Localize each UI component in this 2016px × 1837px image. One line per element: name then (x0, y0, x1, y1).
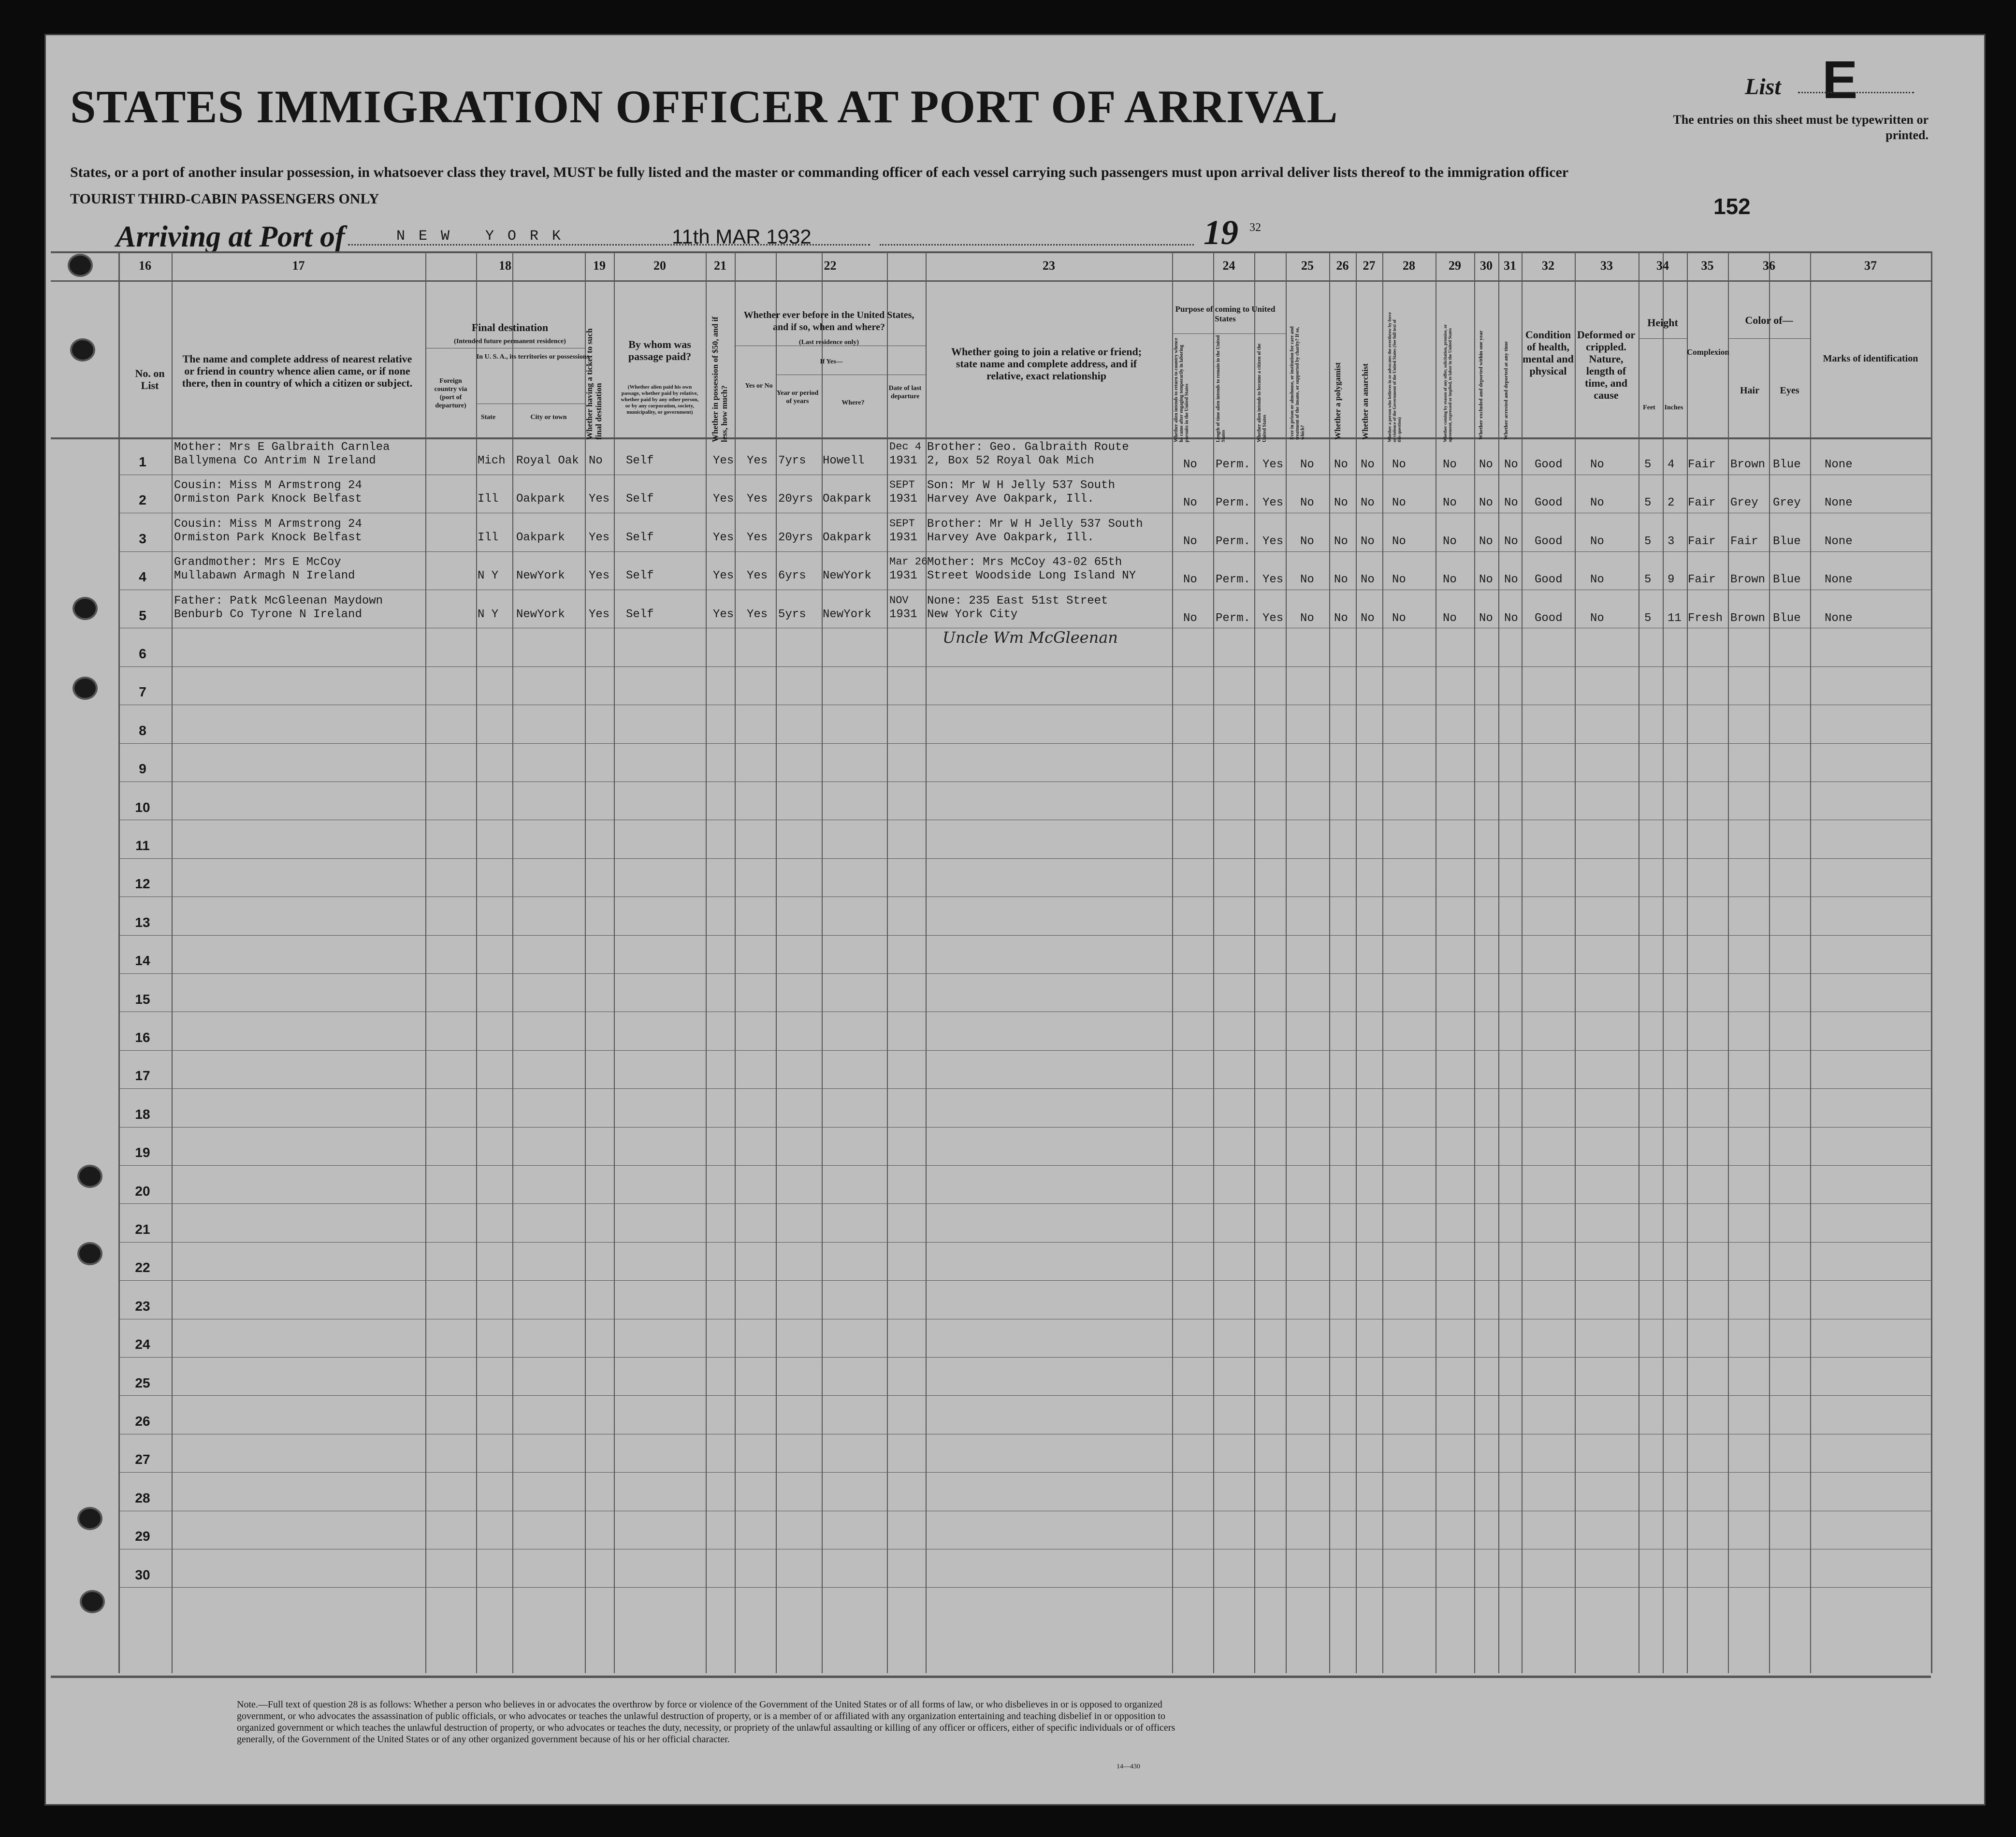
destination-state: Ill (478, 492, 499, 506)
col22-note: (Last residence only) (798, 339, 859, 346)
col31-header: Whether arrested and deported at any time (1503, 341, 1509, 440)
col18-note: (Intended future permanent residence) (454, 338, 566, 345)
hair-color: Brown (1730, 611, 1766, 625)
header-instructions: States, or a port of another insular possession, in whatsoever class they travel, MUST be fully listed and the master or commanding officer of each vessel carrying such passengers must upon arrival deliver lists thereof to the immigration officer (70, 164, 1569, 180)
identification-marks: None (1825, 496, 1853, 510)
destination-state: Ill (478, 531, 499, 544)
arrival-date-stamp: 11th MAR 1932 (672, 225, 812, 248)
col22-yesno-header: Yes or No (745, 382, 773, 390)
nearest-relative-name: Cousin: Miss M Armstrong 24 (174, 479, 362, 492)
arrested-deported: No (1504, 611, 1518, 625)
col30-header: Whether excluded and deported within one year (1478, 330, 1484, 440)
arrested-deported: No (1504, 458, 1518, 471)
years-in-us: 5yrs (778, 608, 806, 621)
height-inches: 9 (1668, 573, 1675, 587)
polygamist: No (1334, 611, 1348, 625)
row-number: 15 (135, 991, 150, 1007)
column-number: 16 (139, 259, 151, 273)
passage-paid-by: Self (626, 492, 654, 506)
nearest-relative-name: Father: Patk McGleenan Maydown (174, 594, 383, 608)
citizenship-intent: Yes (1262, 611, 1284, 625)
previously-in-us: Yes (747, 492, 768, 506)
column-number: 20 (653, 259, 666, 273)
health-condition: Good (1535, 611, 1563, 625)
col34-feet-header: Feet (1643, 404, 1655, 411)
passage-paid-by: Self (626, 569, 654, 583)
row-number: 13 (135, 914, 150, 930)
passage-paid-by: Self (626, 454, 654, 467)
passage-paid-by: Self (626, 608, 654, 621)
handwritten-uncle-note: Uncle Wm McGleenan (943, 628, 1118, 647)
length-of-stay: Perm. (1216, 458, 1251, 471)
destination-state: Mich (478, 454, 506, 467)
joining-relative-name: Mother: Mrs McCoy 43-02 65th (927, 556, 1122, 569)
arrested-deported: No (1504, 573, 1518, 587)
year-prefix: 19 (1204, 213, 1238, 252)
sheet-number: 152 (1713, 194, 1751, 219)
col23-header: Whether going to join a relative or friend; state name and complete address, and if relative, exact relationship (951, 346, 1142, 382)
citizenship-intent: Yes (1262, 535, 1284, 548)
col22-year-header: Year or period of years (776, 390, 819, 405)
polygamist: No (1334, 496, 1348, 510)
column-number: 28 (1403, 259, 1415, 273)
col24b-header: Length of time alien intends to remain in the United States (1216, 335, 1226, 442)
col25-header: Ever in prison or almshouse, or institution for care and treatment of the insane, or supported by charity? If so, which? (1290, 326, 1305, 440)
labor-offer: No (1443, 496, 1457, 510)
col32-header: Condition of health, mental and physical (1523, 329, 1574, 377)
col27-header: Whether an anarchist (1361, 363, 1370, 440)
column-number: 30 (1480, 259, 1493, 273)
col18-foreign-header: Foreign country via (port of departure) (434, 377, 467, 409)
col33-header: Deformed or crippled. Nature, length of time, and cause (1577, 329, 1636, 401)
row-number: 25 (135, 1375, 150, 1390)
row-number: 9 (139, 761, 146, 777)
row-number: 27 (135, 1452, 150, 1467)
manifest-sheet (44, 34, 1986, 1806)
joining-relative-address: Harvey Ave Oakpark, Ill. (927, 492, 1094, 506)
col37-header: Marks of identification (1823, 353, 1918, 364)
hair-color: Fair (1730, 535, 1758, 548)
return-intent: No (1183, 573, 1197, 587)
column-number: 31 (1504, 259, 1516, 273)
nearest-relative-name: Grandmother: Mrs E McCoy (174, 556, 341, 569)
row-number: 17 (135, 1068, 150, 1084)
year-suffix: 32 (1249, 221, 1261, 234)
binder-hole (77, 1165, 102, 1188)
citizenship-intent: Yes (1262, 573, 1284, 587)
complexion: Fair (1688, 458, 1716, 471)
joining-relative-address: 2, Box 52 Royal Oak Mich (927, 454, 1094, 467)
row-number: 3 (139, 531, 146, 546)
nearest-relative-address: Ballymena Co Antrim N Ireland (174, 454, 376, 467)
deformed-crippled: No (1590, 496, 1604, 510)
joining-relative-name: None: 235 East 51st Street (927, 594, 1108, 608)
citizenship-intent: Yes (1262, 458, 1284, 471)
years-in-us: 20yrs (778, 492, 813, 506)
joining-relative-address: Harvey Ave Oakpark, Ill. (927, 531, 1094, 544)
labor-offer: No (1443, 458, 1457, 471)
last-departure-year: 1931 (889, 454, 917, 467)
col28-header: Whether a person who believes in or advocates the overthrow by force or violence of the Government of the United States (See full text of this question) (1387, 312, 1402, 442)
length-of-stay: Perm. (1216, 535, 1251, 548)
excluded-deported: No (1479, 573, 1493, 587)
return-intent: No (1183, 496, 1197, 510)
binder-hole (73, 677, 98, 700)
col22-header: Whether ever before in the United States, and if so, when and where? (743, 310, 914, 333)
years-in-us: 6yrs (778, 569, 806, 583)
eye-color: Grey (1773, 496, 1801, 510)
joining-relative-name: Brother: Mr W H Jelly 537 South (927, 517, 1143, 531)
col22-date-header: Date of last departure (888, 385, 922, 400)
row-number: 4 (139, 569, 146, 585)
col36-header: Color of— (1745, 314, 1793, 326)
deformed-crippled: No (1590, 611, 1604, 625)
row-number: 22 (135, 1260, 150, 1275)
passenger-class: TOURIST THIRD-CABIN PASSENGERS ONLY (70, 191, 379, 207)
binder-hole (73, 597, 98, 620)
col24-header: Purpose of coming to United States (1175, 304, 1276, 323)
height-inches: 11 (1668, 611, 1682, 625)
deformed-crippled: No (1590, 458, 1604, 471)
column-number: 24 (1222, 259, 1235, 273)
binder-hole (80, 1590, 105, 1613)
col34-inches-header: Inches (1664, 404, 1683, 411)
polygamist: No (1334, 535, 1348, 548)
last-departure-year: 1931 (889, 608, 917, 621)
nearest-relative-address: Ormiston Park Knock Belfast (174, 531, 362, 544)
row-number: 6 (139, 646, 146, 661)
possession-of-50: Yes (713, 492, 734, 506)
col22-ifyes-header: If Yes— (820, 358, 843, 365)
column-number: 19 (593, 259, 606, 273)
col36-eyes-header: Eyes (1780, 385, 1799, 396)
column-number: 29 (1449, 259, 1461, 273)
row-number: 8 (139, 723, 146, 738)
eye-color: Blue (1773, 458, 1801, 471)
height-inches: 3 (1668, 535, 1675, 548)
ticket-to-destination: No (589, 454, 603, 467)
identification-marks: None (1825, 573, 1853, 587)
destination-city: NewYork (516, 608, 565, 621)
identification-marks: None (1825, 458, 1853, 471)
column-number: 36 (1763, 259, 1775, 273)
column-number: 23 (1043, 259, 1055, 273)
row-number: 23 (135, 1298, 150, 1314)
return-intent: No (1183, 458, 1197, 471)
destination-state: N Y (478, 569, 499, 583)
column-number: 35 (1701, 259, 1714, 273)
possession-of-50: Yes (713, 569, 734, 583)
binder-hole (68, 254, 93, 277)
binder-hole (70, 338, 95, 362)
nearest-relative-address: Ormiston Park Knock Belfast (174, 492, 362, 506)
col24c-header: Whether alien intends to become a citizen of the United States (1257, 343, 1267, 442)
row-number: 14 (135, 953, 150, 969)
hair-color: Grey (1730, 496, 1758, 510)
height-feet: 5 (1644, 535, 1652, 548)
row-number: 19 (135, 1145, 150, 1160)
row-number: 21 (135, 1222, 150, 1237)
row-number: 30 (135, 1567, 150, 1582)
passage-paid-by: Self (626, 531, 654, 544)
eye-color: Blue (1773, 611, 1801, 625)
binder-hole (77, 1507, 102, 1530)
col24a-header: Whether alien intends to return to country whence he came after engaging temporarily in laboring pursuits in the United States (1174, 337, 1189, 442)
col36-hair-header: Hair (1740, 385, 1759, 396)
row-number: 12 (135, 876, 150, 892)
labor-offer: No (1443, 573, 1457, 587)
health-condition: Good (1535, 573, 1563, 587)
destination-city: Oakpark (516, 492, 565, 506)
anarchist: No (1361, 611, 1375, 625)
row-number: 29 (135, 1529, 150, 1544)
destination-state: N Y (478, 608, 499, 621)
nearest-relative-address: Benburb Co Tyrone N Ireland (174, 608, 362, 621)
column-number: 27 (1363, 259, 1376, 273)
ticket-to-destination: Yes (589, 569, 610, 583)
overthrow-question: No (1392, 496, 1406, 510)
col18-state-header: State (480, 414, 496, 421)
col34-header: Height (1647, 317, 1678, 329)
height-inches: 4 (1668, 458, 1675, 471)
last-departure-year: 1931 (889, 531, 917, 544)
row-number: 18 (135, 1106, 150, 1122)
previously-in-us: Yes (747, 531, 768, 544)
health-condition: Good (1535, 458, 1563, 471)
previously-in-us: Yes (747, 454, 768, 467)
return-intent: No (1183, 535, 1197, 548)
col20-note: (Whether alien paid his own passage, whether paid by relative, whether paid by any other person, or by any corporation, society, municipality, or government) (621, 384, 699, 415)
col19-header: Whether having a ticket to such final destination (585, 328, 603, 440)
joining-relative-name: Son: Mr W H Jelly 537 South (927, 479, 1115, 492)
nearest-relative-name: Mother: Mrs E Galbraith Carnlea (174, 441, 390, 454)
years-in-us: 7yrs (778, 454, 806, 467)
row-number: 16 (135, 1030, 150, 1045)
page-title: STATES IMMIGRATION OFFICER AT PORT OF ARRIVAL (70, 81, 1338, 132)
destination-city: NewYork (516, 569, 565, 583)
arriving-label: Arriving at Port of (116, 220, 345, 253)
column-number: 33 (1600, 259, 1613, 273)
identification-marks: None (1825, 611, 1853, 625)
deformed-crippled: No (1590, 535, 1604, 548)
column-number: 22 (824, 259, 837, 273)
previously-in-us: Yes (747, 569, 768, 583)
row-number: 26 (135, 1414, 150, 1429)
binder-hole (77, 1242, 102, 1265)
col26-header: Whether a polygamist (1333, 362, 1342, 440)
row-number: 20 (135, 1183, 150, 1199)
possession-of-50: Yes (713, 531, 734, 544)
complexion: Fair (1688, 535, 1716, 548)
previous-residence: Oakpark (823, 531, 871, 544)
length-of-stay: Perm. (1216, 573, 1251, 587)
eye-color: Blue (1773, 535, 1801, 548)
col16-header: No. on List (135, 367, 165, 391)
health-condition: Good (1535, 496, 1563, 510)
last-departure-month: Dec 4 (889, 441, 922, 453)
footnote-question-28: Note.—Full text of question 28 is as follows: Whether a person who believes in or advocates the overthrow by force or violence of the Government of the United States or of all forms of law, or who disbelieves in or is opposed to organized government, or who advocates the assassination of public officials, or who advocates or teaches the unlawful destruction of property, or is a member of or affiliated with any organization entertaining and teaching disbelief in or opposition to organized government or which teaches the unlawful destruction of property, or who advocates or teaches the duty, necessity, or propriety of the unlawful assaulting or killing of any officer or officers, either of specific individuals or of officers generally, of the Government of the United States or of any other organized government because of his or her official character. (237, 1699, 1175, 1745)
previous-residence: Oakpark (823, 492, 871, 506)
column-number: 21 (714, 259, 726, 273)
last-departure-year: 1931 (889, 492, 917, 506)
complexion: Fair (1688, 496, 1716, 510)
length-of-stay: Perm. (1216, 611, 1251, 625)
labor-offer: No (1443, 611, 1457, 625)
height-feet: 5 (1644, 496, 1652, 510)
identification-marks: None (1825, 535, 1853, 548)
col18-usa-header: In U. S. A., its territories or possessions (476, 353, 590, 361)
arrested-deported: No (1504, 535, 1518, 548)
prison-almshouse: No (1300, 458, 1314, 471)
excluded-deported: No (1479, 535, 1493, 548)
possession-of-50: Yes (713, 454, 734, 467)
col35-header: Complexion (1687, 347, 1729, 357)
polygamist: No (1334, 458, 1348, 471)
eye-color: Blue (1773, 573, 1801, 587)
prison-almshouse: No (1300, 496, 1314, 510)
previous-residence: NewYork (823, 569, 871, 583)
last-departure-month: SEPT (889, 517, 915, 530)
column-number: 34 (1656, 259, 1669, 273)
excluded-deported: No (1479, 458, 1493, 471)
arrested-deported: No (1504, 496, 1518, 510)
anarchist: No (1361, 458, 1375, 471)
overthrow-question: No (1392, 458, 1406, 471)
col18-header: Final destination (471, 321, 549, 333)
deformed-crippled: No (1590, 573, 1604, 587)
complexion: Fresh (1688, 611, 1723, 625)
height-feet: 5 (1644, 573, 1652, 587)
ticket-to-destination: Yes (589, 531, 610, 544)
last-departure-year: 1931 (889, 569, 917, 583)
col20-header: By whom was passage paid? (628, 338, 692, 362)
anarchist: No (1361, 535, 1375, 548)
col29-header: Whether coming by reason of any offer, solicitation, promise, or agreement, expressed or implied, to labor in the United States (1443, 324, 1452, 442)
form-number: 14—430 (1117, 1763, 1140, 1770)
hair-color: Brown (1730, 573, 1766, 587)
prison-almshouse: No (1300, 573, 1314, 587)
row-number: 5 (139, 608, 146, 623)
nearest-relative-name: Cousin: Miss M Armstrong 24 (174, 517, 362, 531)
column-number: 17 (292, 259, 305, 273)
column-number: 26 (1336, 259, 1349, 273)
column-number: 25 (1301, 259, 1314, 273)
joining-relative-address: New York City (927, 608, 1018, 621)
row-number: 2 (139, 492, 146, 508)
prison-almshouse: No (1300, 535, 1314, 548)
ticket-to-destination: Yes (589, 492, 610, 506)
col18-city-header: City or town (530, 414, 567, 421)
health-condition: Good (1535, 535, 1563, 548)
height-feet: 5 (1644, 458, 1652, 471)
height-feet: 5 (1644, 611, 1652, 625)
polygamist: No (1334, 573, 1348, 587)
list-letter: E (1822, 50, 1858, 110)
previous-residence: NewYork (823, 608, 871, 621)
ticket-to-destination: Yes (589, 608, 610, 621)
years-in-us: 20yrs (778, 531, 813, 544)
col21-header: Whether in possession of $50, and if less, how much? (711, 317, 729, 442)
previous-residence: Howell (823, 454, 865, 467)
citizenship-intent: Yes (1262, 496, 1284, 510)
row-number: 11 (135, 838, 150, 853)
last-departure-month: SEPT (889, 479, 915, 492)
excluded-deported: No (1479, 496, 1493, 510)
row-number: 24 (135, 1337, 150, 1352)
length-of-stay: Perm. (1216, 496, 1251, 510)
overthrow-question: No (1392, 611, 1406, 625)
previously-in-us: Yes (747, 608, 768, 621)
joining-relative-name: Brother: Geo. Galbraith Route (927, 441, 1129, 454)
hair-color: Brown (1730, 458, 1766, 471)
col17-header: The name and complete address of nearest relative or friend in country whence alien came, or if none there, then in country of which a citizen or subject. (182, 353, 413, 389)
overthrow-question: No (1392, 535, 1406, 548)
height-inches: 2 (1668, 496, 1675, 510)
column-number: 32 (1542, 259, 1554, 273)
overthrow-question: No (1392, 573, 1406, 587)
return-intent: No (1183, 611, 1197, 625)
complexion: Fair (1688, 573, 1716, 587)
entries-instructions: The entries on this sheet must be typewritten or printed. (1673, 113, 1929, 142)
col22-where-header: Where? (841, 399, 865, 406)
row-number: 10 (135, 799, 150, 815)
anarchist: No (1361, 496, 1375, 510)
last-departure-month: Mar 26 (889, 556, 928, 568)
last-departure-month: NOV (889, 594, 909, 607)
row-number: 1 (139, 454, 146, 469)
prison-almshouse: No (1300, 611, 1314, 625)
destination-city: Royal Oak (516, 454, 579, 467)
labor-offer: No (1443, 535, 1457, 548)
excluded-deported: No (1479, 611, 1493, 625)
nearest-relative-address: Mullabawn Armagh N Ireland (174, 569, 355, 583)
anarchist: No (1361, 573, 1375, 587)
possession-of-50: Yes (713, 608, 734, 621)
list-label: List (1745, 74, 1781, 100)
joining-relative-address: Street Woodside Long Island NY (927, 569, 1136, 583)
destination-city: Oakpark (516, 531, 565, 544)
row-number: 28 (135, 1490, 150, 1505)
row-number: 7 (139, 684, 146, 700)
column-number: 37 (1864, 259, 1877, 273)
column-number: 18 (499, 259, 511, 273)
port-value: NEW YORK (396, 228, 575, 245)
